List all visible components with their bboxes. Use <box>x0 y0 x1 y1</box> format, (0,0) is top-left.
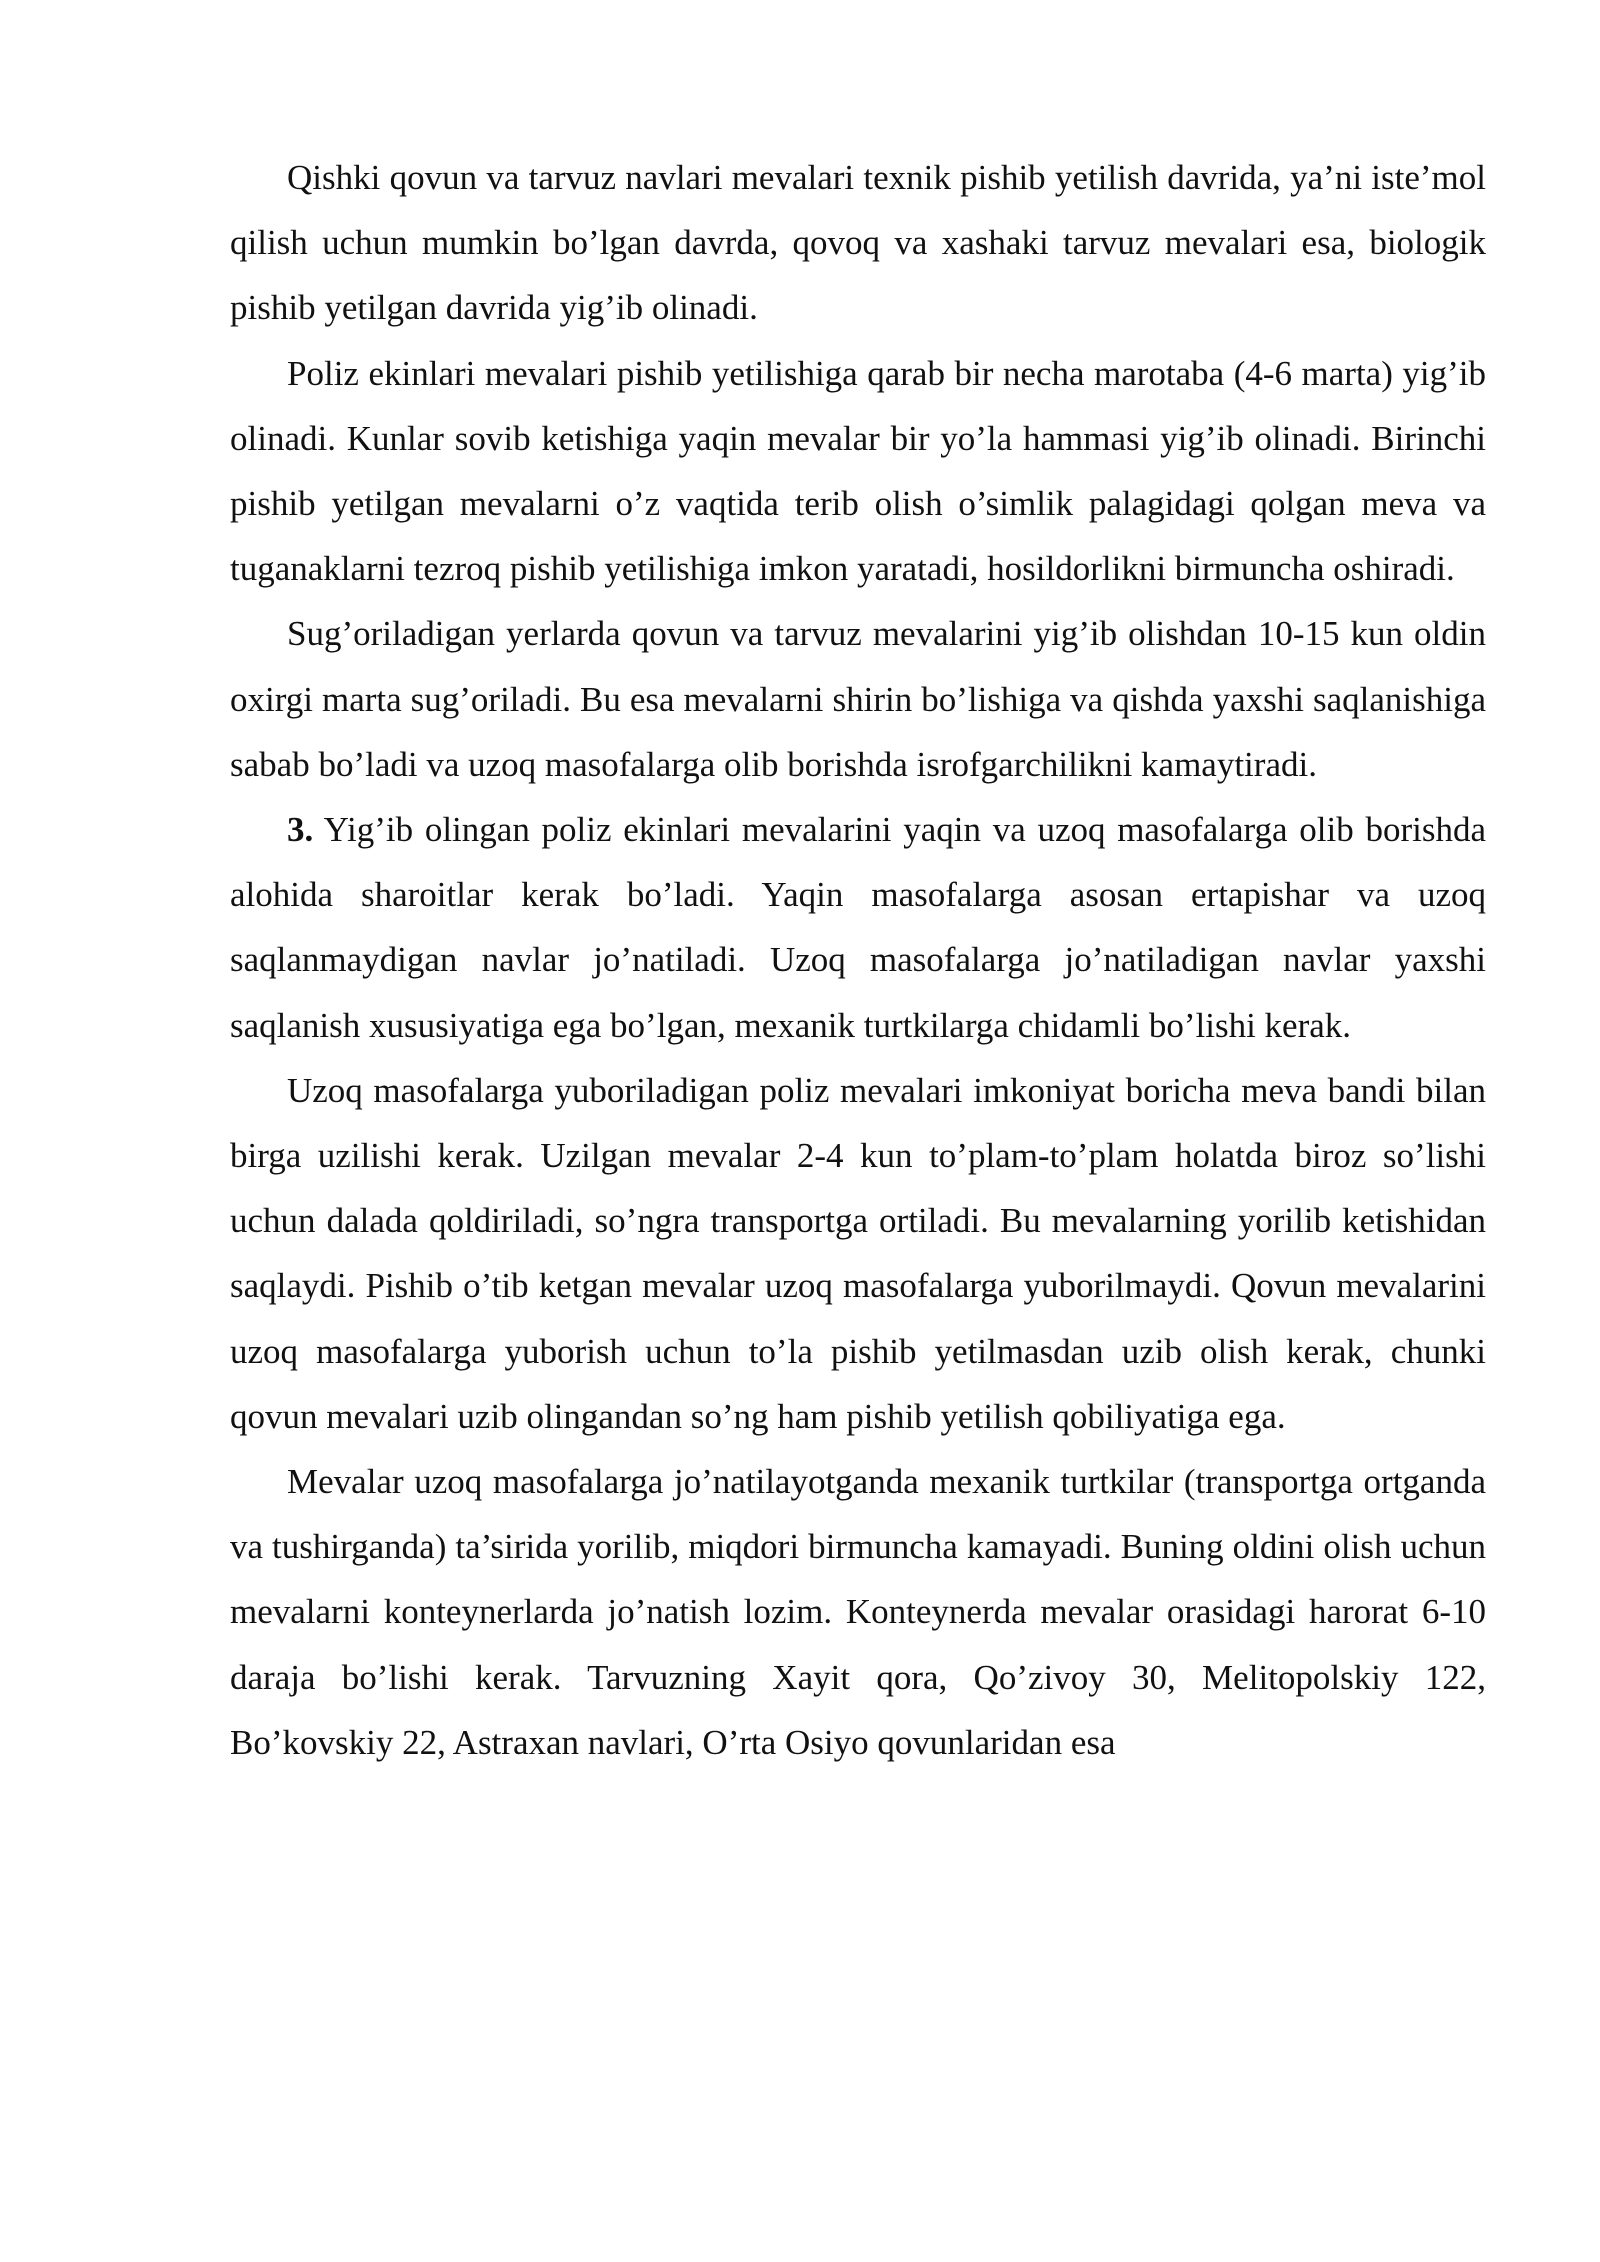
paragraph-transport-section-3 <box>230 797 1486 1058</box>
paragraph-text: Yig’ib olingan poliz ekinlari mevalarini yaqin va uzoq masofalarga olib borishda alohida sharoitlar kerak bo’ladi. Yaqin masofalarga asosan ertapishar va uzoq saqlanmaydigan navlar jo’natiladi. Uzoq masofalarga jo’natiladigan navlar yaxshi saqlanish xususiyatiga ega bo’lgan, mexanik turtkilarga chidamli bo’lishi kerak. <box>230 810 1486 1045</box>
paragraph-multiple-harvests <box>230 341 1486 602</box>
paragraph-text: Poliz ekinlari mevalari pishib yetilishiga qarab bir necha marotaba (4-6 marta) yig’ib olinadi. Kunlar sovib ketishiga yaqin mevalar bir yo’la hammasi yig’ib olinadi. Birinchi pishib yetilgan mevalarni o’z vaqtida terib olish o’simlik palagidagi qolgan meva va tuganaklarni tezroq pishib yetilishiga imkon yaratadi, hosildorlikni birmuncha oshiradi. <box>230 353 1486 589</box>
section-number: 3. <box>287 810 314 850</box>
paragraph-text: Sug’oriladigan yerlarda qovun va tarvuz mevalarini yig’ib olishdan 10-15 kun oldin oxirgi marta sug’oriladi. Bu esa mevalarni shirin bo’lishiga va qishda yaxshi saqlanishiga sabab bo’ladi va uzoq masofalarga olib borishda isrofgarchilikni kamaytiradi. <box>230 614 1486 784</box>
paragraph-containers <box>230 1449 1486 1775</box>
paragraph-text: Uzoq masofalarga yuboriladigan poliz mevalari imkoniyat boricha meva bandi bilan birga uzilishi kerak. Uzilgan mevalar 2-4 kun to’plam-to’plam holatda biroz so’lishi uchun dalada qoldiriladi, so’ngra transportga ortiladi. Bu mevalarning yorilib ketishidan saqlaydi. Pishib o’tib ketgan mevalar uzoq masofalarga yuborilmaydi. Qovun mevalarini uzoq masofalarga yuborish uchun to’la pishib yetilmasdan uzib olish kerak, chunki qovun mevalari uzib olingandan so’ng ham pishib yetilish qobiliyatiga ega. <box>230 1070 1486 1436</box>
document-page <box>230 145 1486 1775</box>
paragraph-text: Qishki qovun va tarvuz navlari mevalari texnik pishib yetilish davrida, ya’ni iste’mol qilish uchun mumkin bo’lgan davrda, qovoq va xashaki tarvuz mevalari esa, biologik pishib yetilgan davrida yig’ib olinadi. <box>230 158 1486 328</box>
paragraph-long-distance-shipping <box>230 1058 1486 1449</box>
paragraph-text: Mevalar uzoq masofalarga jo’natilayotganda mexanik turtkilar (transportga ortganda va tushirganda) ta’sirida yorilib, miqdori birmuncha kamayadi. Buning oldini olish uchun mevalarni konteynerlarda jo’natish lozim. Konteynerda mevalar orasidagi harorat 6-10 daraja bo’lishi kerak. Tarvuzning Xayit qora, Qo’zivoy 30, Melitopolskiy 122, Bo’kovskiy 22, Astraxan navlari, O’rta Osiyo qovunlaridan esa <box>230 1462 1486 1762</box>
paragraph-irrigation <box>230 601 1486 797</box>
paragraph-harvest-timing <box>230 145 1486 341</box>
